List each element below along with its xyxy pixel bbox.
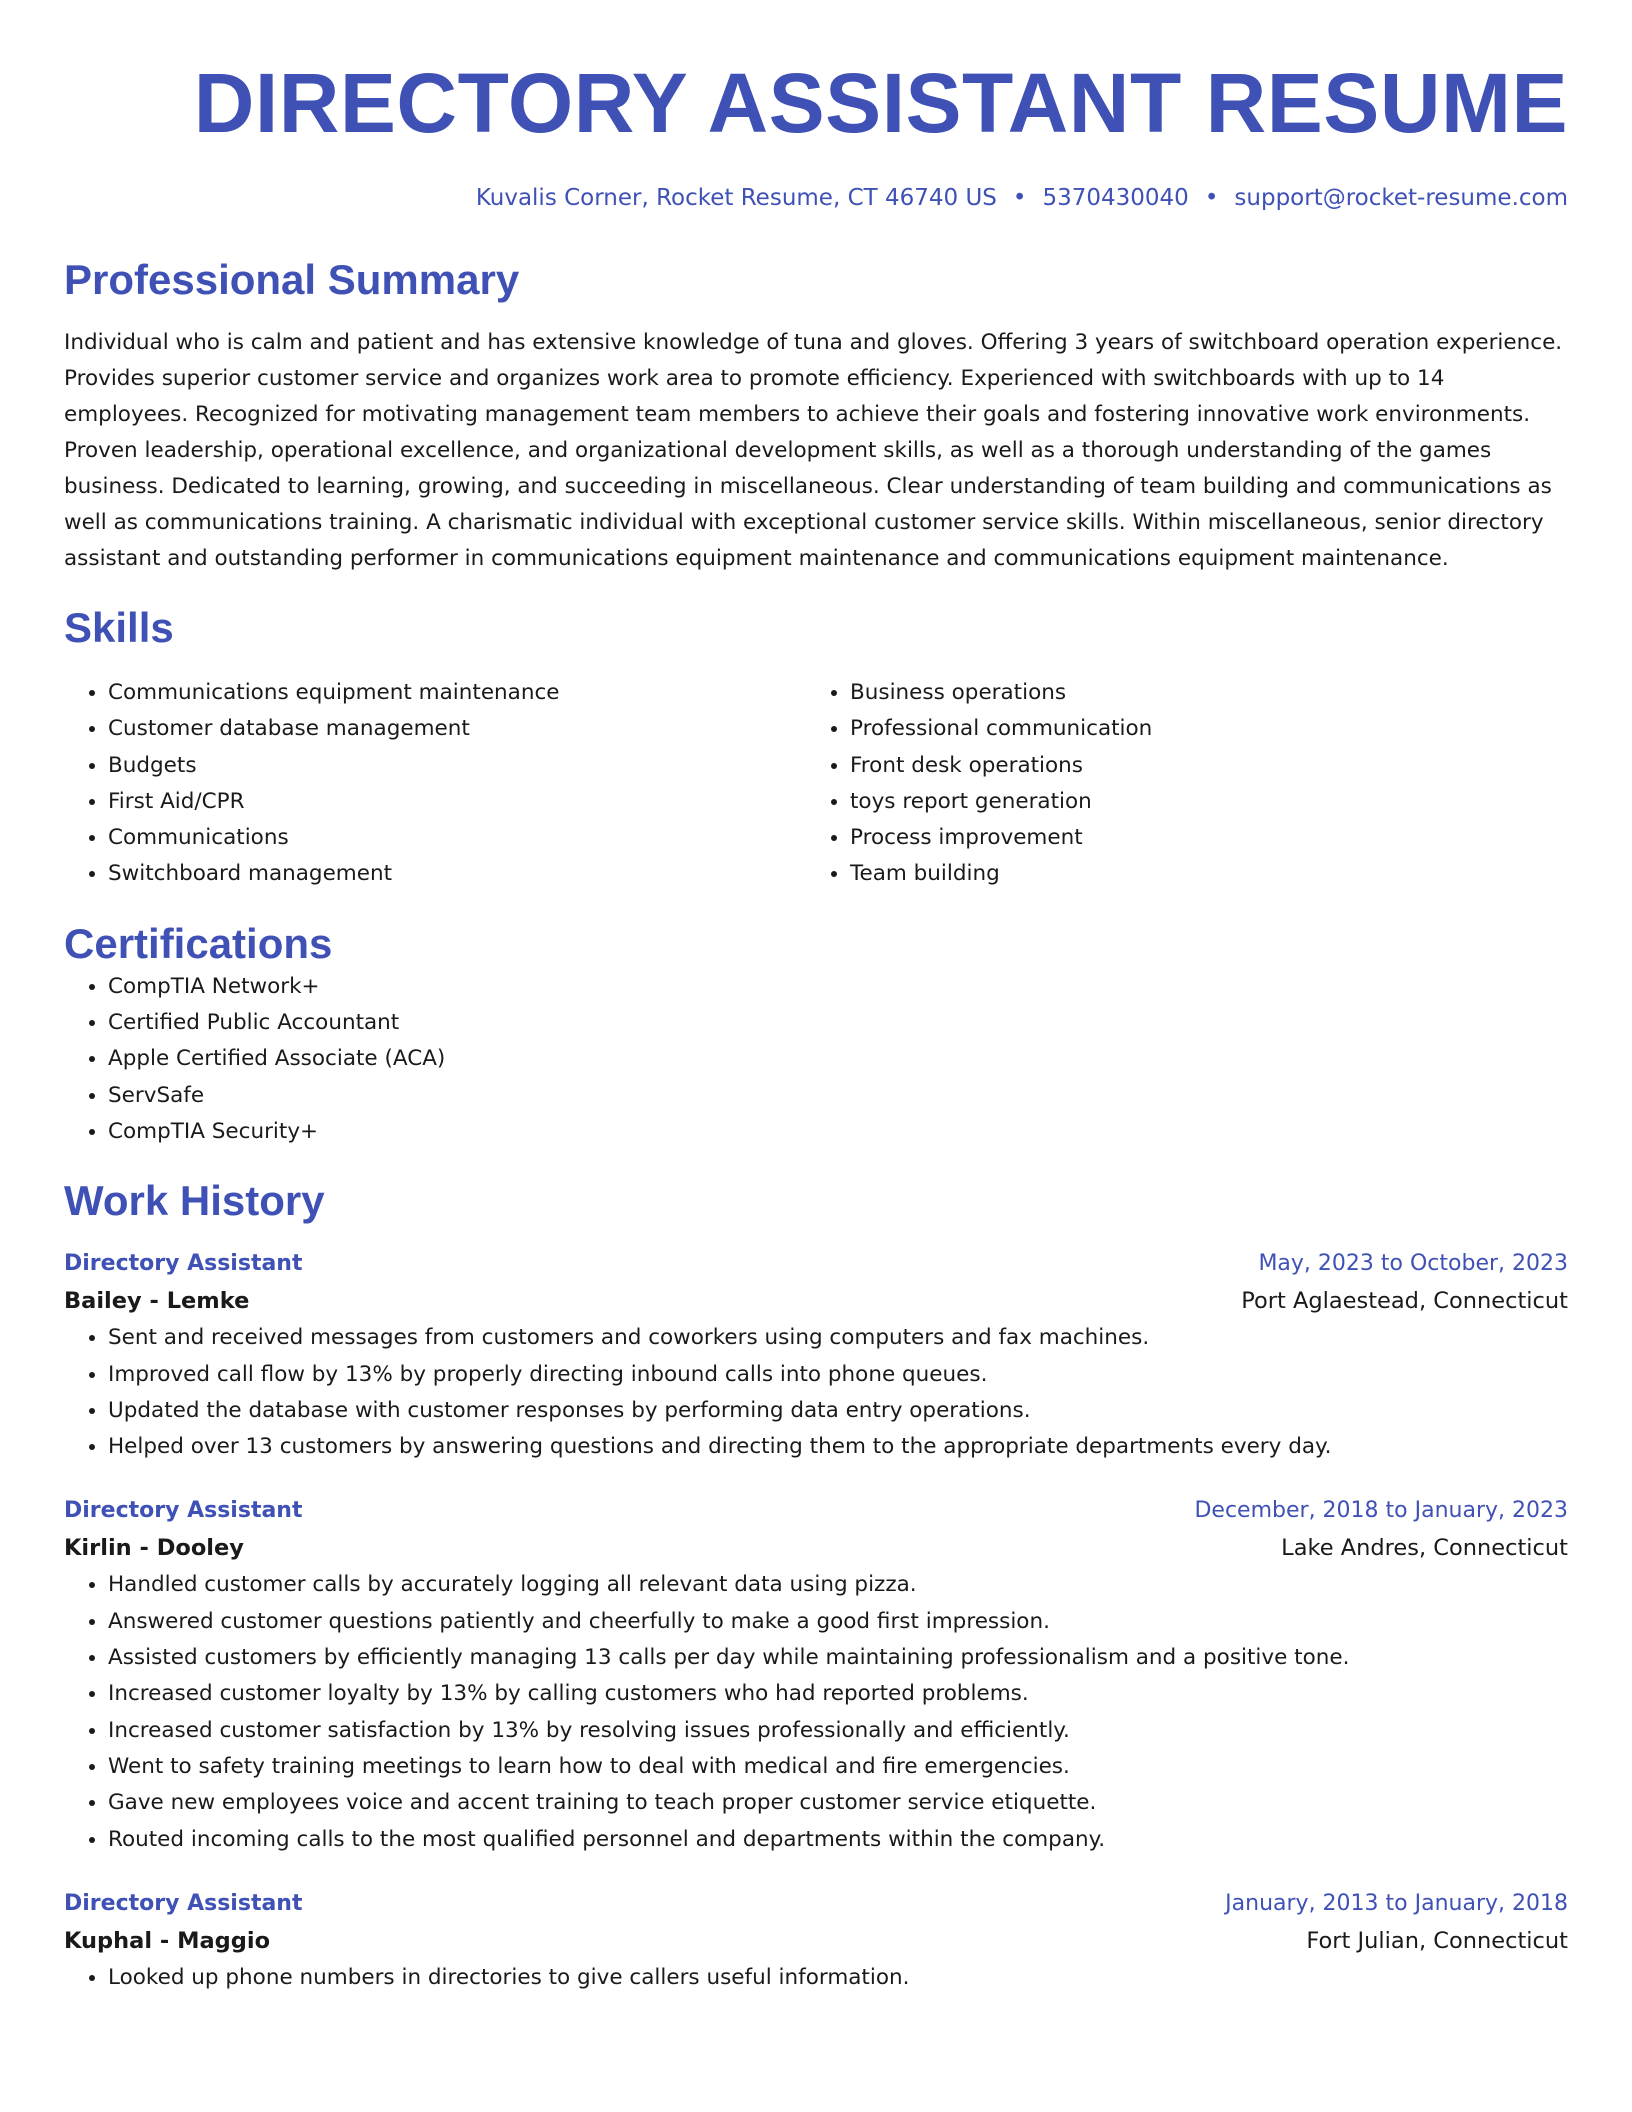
contact-separator: •: [1204, 185, 1219, 211]
job-bullet: • Looked up phone numbers in directories to give callers useful information.: [108, 1960, 1568, 1996]
skill-item: • Professional communication: [850, 711, 1548, 747]
contact-address: Kuvalis Corner, Rocket Resume, CT 46740 US: [475, 185, 997, 211]
job-title: Directory Assistant: [64, 1251, 303, 1277]
job-location: Port Aglaestead, Connecticut: [1241, 1288, 1568, 1315]
skill-item: • First Aid/CPR: [108, 784, 806, 820]
job-bullet: • Routed incoming calls to the most qualified personnel and departments within the company.: [108, 1822, 1568, 1858]
job-bullet: • Updated the database with customer responses by performing data entry operations.: [108, 1393, 1568, 1429]
job-bullets: [64, 1320, 1568, 1465]
job-company: Bailey - Lemke: [64, 1288, 250, 1315]
contact-separator: •: [1012, 185, 1027, 211]
certification-item: • CompTIA Network+: [108, 969, 1568, 1005]
job-bullet: • Assisted customers by efficiently managing 13 calls per day while maintaining professionalism and a positive tone.: [108, 1640, 1568, 1676]
job-bullets: [64, 1960, 1568, 1996]
skill-item: • Customer database management: [108, 711, 806, 747]
job-bullet: • Increased customer loyalty by 13% by calling customers who had reported problems.: [108, 1676, 1568, 1712]
job-title: Directory Assistant: [64, 1890, 303, 1916]
skill-item: • Business operations: [850, 675, 1548, 711]
job-bullet: • Increased customer satisfaction by 13% by resolving issues professionally and efficiently.: [108, 1713, 1568, 1749]
skill-item: • Team building: [850, 856, 1548, 892]
job-bullet: • Gave new employees voice and accent training to teach proper customer service etiquette.: [108, 1785, 1568, 1821]
job-company: Kuphal - Maggio: [64, 1927, 271, 1954]
skill-item: • Communications equipment maintenance: [108, 675, 806, 711]
job-bullet: • Sent and received messages from customers and coworkers using computers and fax machines.: [108, 1320, 1568, 1356]
job-dates: December, 2018 to January, 2023: [1194, 1498, 1568, 1524]
job-location: Fort Julian, Connecticut: [1306, 1927, 1568, 1954]
certification-item: • CompTIA Security+: [108, 1114, 1568, 1150]
job-bullet: • Went to safety training meetings to learn how to deal with medical and fire emergencies.: [108, 1749, 1568, 1785]
skill-item: • Process improvement: [850, 820, 1548, 856]
job-bullet: • Handled customer calls by accurately logging all relevant data using pizza.: [108, 1567, 1568, 1603]
contact-line: [64, 181, 1568, 215]
skills-heading: Skills: [64, 604, 174, 651]
skills-column-left: [64, 675, 806, 893]
job-entry: [64, 1493, 1568, 1857]
job-title: Directory Assistant: [64, 1498, 303, 1524]
job-entry: [64, 1246, 1568, 1465]
job-bullet: • Answered customer questions patiently and cheerfully to make a good first impression.: [108, 1604, 1568, 1640]
contact-email: support@rocket-resume.com: [1234, 185, 1568, 211]
certification-item: • Apple Certified Associate (ACA): [108, 1041, 1568, 1077]
job-company: Kirlin - Dooley: [64, 1535, 244, 1562]
summary-heading: Professional Summary: [64, 256, 520, 303]
skill-item: • Front desk operations: [850, 748, 1548, 784]
job-entry: [64, 1886, 1568, 1996]
job-location: Lake Andres, Connecticut: [1281, 1535, 1568, 1562]
job-dates: May, 2023 to October, 2023: [1258, 1251, 1568, 1277]
job-bullet: • Helped over 13 customers by answering questions and directing them to the appropriate departments every day.: [108, 1429, 1568, 1465]
skill-item: • Communications: [108, 820, 806, 856]
resume-page: [64, 0, 1568, 1996]
job-bullets: [64, 1567, 1568, 1857]
skills-grid: [64, 675, 1568, 893]
skill-item: • Budgets: [108, 748, 806, 784]
work-history-heading: Work History: [64, 1177, 325, 1225]
job-dates: January, 2013 to January, 2018: [1225, 1890, 1568, 1916]
certification-item: • ServSafe: [108, 1078, 1568, 1114]
certifications-heading: Certifications: [64, 919, 333, 967]
skills-column-right: [806, 675, 1548, 893]
certifications-list: [64, 969, 1568, 1150]
certification-item: • Certified Public Accountant: [108, 1005, 1568, 1041]
summary-text: Individual who is calm and patient and has extensive knowledge of tuna and gloves. Offering 3 years of switchboard operation experience. Provides superior customer service and organizes work area to promote efficiency. Experienced with switchboards with up to 14 employees. Recognized for motivating management team members to achieve their goals and fostering innovative work environments. Proven leadership, operational excellence, and organizational development skills, as well as a thorough understanding of the games business. Dedicated to learning, growing, and succeeding in miscellaneous. Clear understanding of team building and communications as well as communications training. A charismatic individual with exceptional customer service skills. Within miscellaneous, senior directory assistant and outstanding performer in communications equipment maintenance and communications equipment maintenance.: [64, 330, 1563, 571]
work-history-list: [64, 1246, 1568, 1996]
skill-item: • toys report generation: [850, 784, 1548, 820]
resume-title: DIRECTORY ASSISTANT RESUME: [193, 56, 1568, 150]
job-bullet: • Improved call flow by 13% by properly directing inbound calls into phone queues.: [108, 1357, 1568, 1393]
skill-item: • Switchboard management: [108, 856, 806, 892]
contact-phone: 5370430040: [1042, 185, 1189, 211]
